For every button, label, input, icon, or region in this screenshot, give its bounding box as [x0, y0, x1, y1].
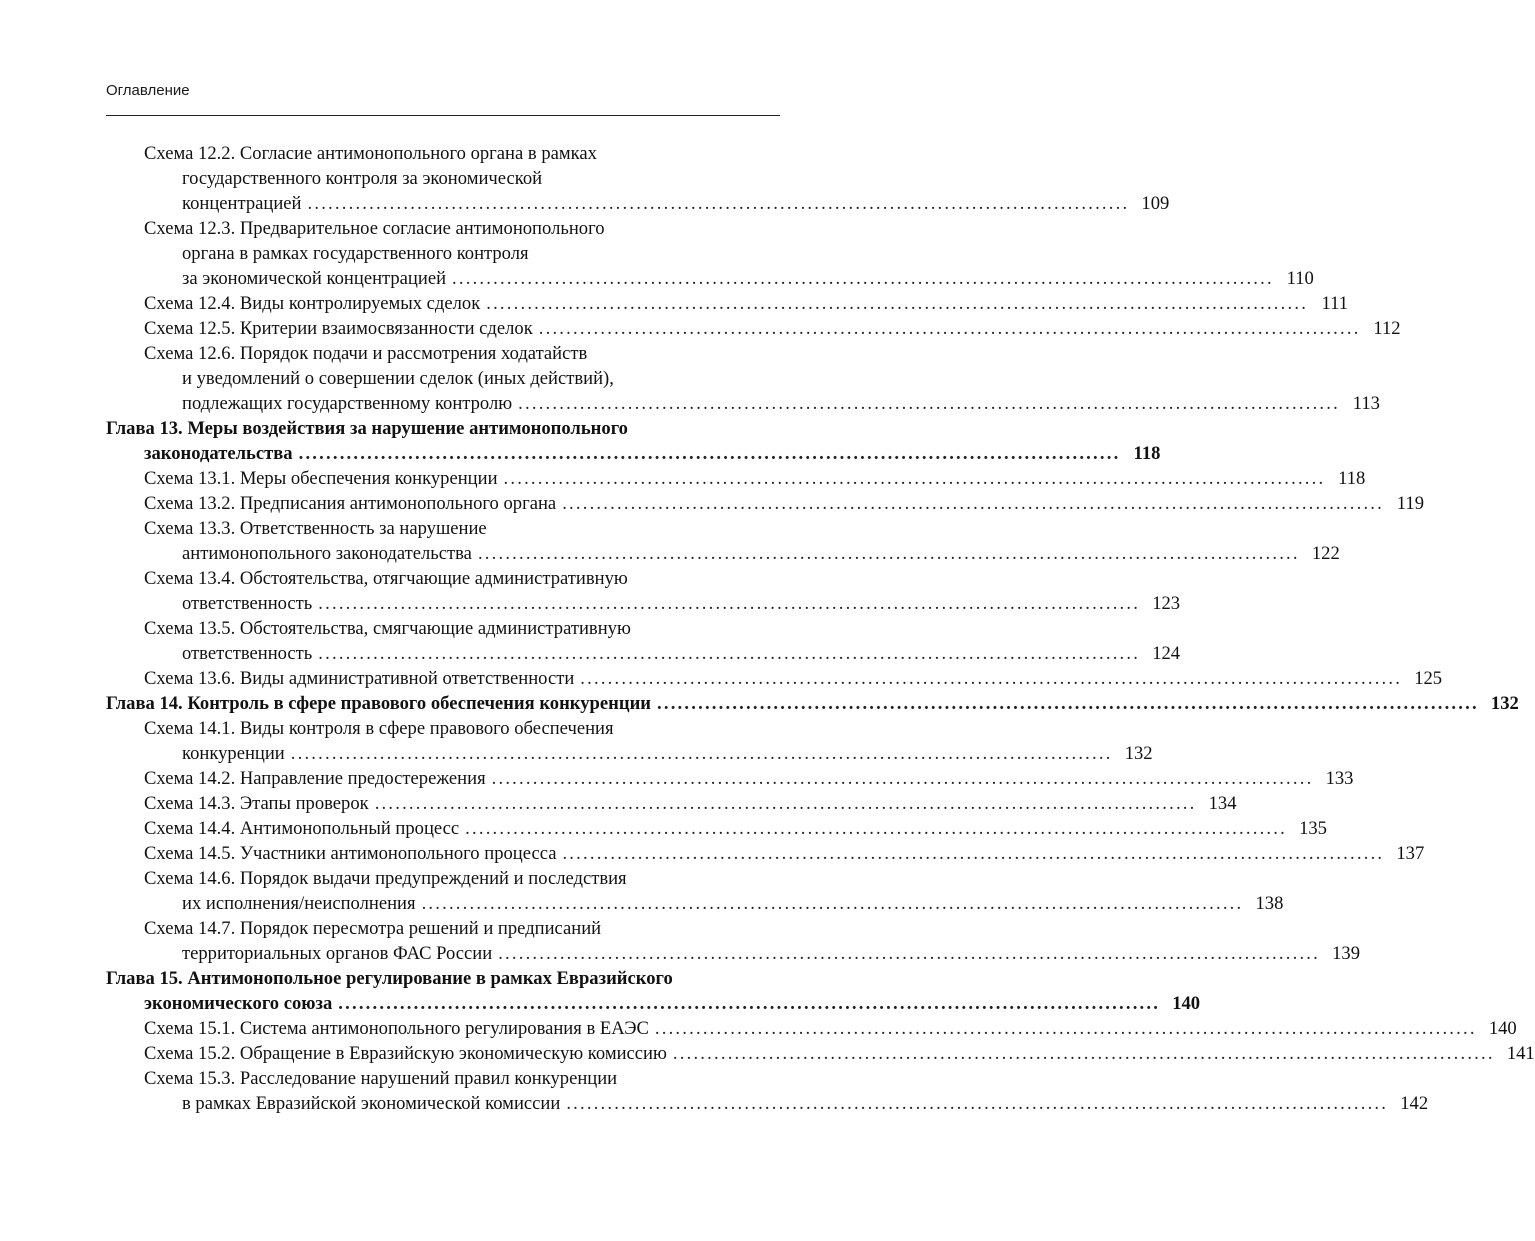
toc-entry — [182, 641, 1181, 666]
dot-leader: ........................................................................................................................ — [465, 818, 1287, 839]
toc-entry-title: ответственность — [182, 643, 313, 664]
header-rule — [106, 115, 780, 116]
toc-entry-title: Схема 14.7. Порядок пересмотра решений и предписаний — [144, 918, 602, 939]
toc-entry-title: Схема 13.1. Меры обеспечения конкуренции — [144, 468, 498, 489]
toc-entry-title: конкуренции — [182, 743, 285, 764]
toc-entry — [182, 266, 1314, 291]
dot-leader: ........................................................................................................................ — [562, 843, 1385, 864]
toc-entry-line — [144, 866, 780, 891]
toc-page-number: 119 — [1396, 493, 1424, 514]
dot-leader: ........................................................................................................................ — [477, 543, 1300, 564]
toc-page-number: 137 — [1396, 843, 1425, 864]
dot-leader: ........................................................................................................................ — [518, 393, 1340, 414]
toc-page-number: 123 — [1152, 593, 1181, 614]
toc-entry — [144, 666, 1443, 691]
toc-entry-line — [144, 516, 780, 541]
toc-entry-title: органа в рамках государственного контроля — [182, 243, 529, 264]
toc-entry — [144, 991, 1201, 1016]
toc-entry-title: Схема 15.3. Расследование нарушений правил конкуренции — [144, 1068, 618, 1089]
toc-entry — [144, 491, 1424, 516]
toc-entry — [144, 816, 1327, 841]
toc-page-number: 110 — [1286, 268, 1314, 289]
toc-entry-title: концентрацией — [182, 193, 302, 214]
dot-leader: ........................................................................................................................ — [298, 443, 1121, 464]
dot-leader: ........................................................................................................................ — [486, 293, 1309, 314]
toc-entry-title: Схема 13.5. Обстоятельства, смягчающие административную — [144, 618, 631, 639]
dot-leader: ........................................................................................................................ — [421, 893, 1244, 914]
dot-leader: ........................................................................................................................ — [491, 768, 1314, 789]
toc-page-number: 135 — [1299, 818, 1327, 839]
toc-entry — [144, 766, 1354, 791]
toc-entry-title: Схема 14.4. Антимонопольный процесс — [144, 818, 460, 839]
toc-page-number: 140 — [1488, 1018, 1517, 1039]
toc-entry-title: их исполнения/неисполнения — [182, 893, 416, 914]
toc-entry — [182, 591, 1181, 616]
toc-entry — [144, 466, 1366, 491]
toc-page-number: 142 — [1400, 1093, 1429, 1114]
toc-entry — [182, 1091, 1429, 1116]
toc-entry-title: Схема 12.6. Порядок подачи и рассмотрения ходатайств — [144, 343, 588, 364]
toc-page-number: 141 — [1506, 1043, 1535, 1064]
dot-leader: ........................................................................................................................ — [566, 1093, 1389, 1114]
toc-entry-title: Схема 13.6. Виды административной ответственности — [144, 668, 575, 689]
toc-page-number: 138 — [1255, 893, 1284, 914]
toc-entry — [144, 841, 1425, 866]
toc-entry-line — [182, 166, 780, 191]
toc-entry — [144, 791, 1237, 816]
toc-entry-title: Схема 15.2. Обращение в Евразийскую экономическую комиссию — [144, 1043, 667, 1064]
dot-leader: ........................................................................................................................ — [498, 943, 1320, 964]
toc-entry-line — [144, 141, 780, 166]
toc-entry-title: законодательства — [144, 443, 293, 464]
toc-page-number: 118 — [1133, 443, 1161, 464]
toc-entry — [182, 941, 1360, 966]
toc-page-number: 109 — [1141, 193, 1170, 214]
toc-entry-title: Схема 14.2. Направление предостережения — [144, 768, 486, 789]
toc-entry-title: Схема 12.2. Согласие антимонопольного органа в рамках — [144, 143, 597, 164]
dot-leader: ........................................................................................................................ — [318, 643, 1141, 664]
toc-entry-line — [182, 366, 780, 391]
dot-leader: ........................................................................................................................ — [580, 668, 1403, 689]
toc-entry-title: за экономической концентрацией — [182, 268, 447, 289]
toc-entry-title: Схема 12.5. Критерии взаимосвязанности сделок — [144, 318, 533, 339]
toc-entry-title: Схема 15.1. Система антимонопольного регулирования в ЕАЭС — [144, 1018, 649, 1039]
dot-leader: ........................................................................................................................ — [538, 318, 1361, 339]
toc-entry-title: Схема 14.6. Порядок выдачи предупреждений и последствия — [144, 868, 627, 889]
dot-leader: ........................................................................................................................ — [374, 793, 1197, 814]
toc-entry-line — [144, 1066, 780, 1091]
dot-leader: ........................................................................................................................ — [318, 593, 1141, 614]
toc-page-number: 124 — [1152, 643, 1181, 664]
toc-entry-title: и уведомлений о совершении сделок (иных действий), — [182, 368, 614, 389]
toc-entry — [144, 291, 1349, 316]
toc-entry — [144, 316, 1401, 341]
toc-page-number: 132 — [1490, 693, 1519, 714]
dot-leader: ........................................................................................................................ — [657, 693, 1479, 714]
toc-page-number: 118 — [1338, 468, 1366, 489]
toc-page-number: 134 — [1208, 793, 1237, 814]
toc-entry-title: территориальных органов ФАС России — [182, 943, 493, 964]
toc-entry-title: в рамках Евразийской экономической комиссии — [182, 1093, 561, 1114]
toc-entry-line — [144, 566, 780, 591]
toc-entry-title: Глава 14. Контроль в сфере правового обеспечения конкуренции — [106, 693, 651, 714]
toc-entry-title: Схема 12.4. Виды контролируемых сделок — [144, 293, 481, 314]
toc-entry — [182, 391, 1380, 416]
toc-page-number: 113 — [1352, 393, 1380, 414]
toc-entry-title: Схема 14.3. Этапы проверок — [144, 793, 369, 814]
toc-entry-line — [144, 916, 780, 941]
dot-leader: ........................................................................................................................ — [654, 1018, 1477, 1039]
toc-page-number: 139 — [1332, 943, 1360, 964]
dot-leader: ........................................................................................................................ — [290, 743, 1113, 764]
toc-entry-title: подлежащих государственному контролю — [182, 393, 513, 414]
toc-page-number: 132 — [1124, 743, 1153, 764]
toc-entry — [106, 691, 1519, 716]
toc-entry-line — [106, 416, 780, 441]
dot-leader: ........................................................................................................................ — [672, 1043, 1495, 1064]
toc-entry — [144, 441, 1161, 466]
toc-page-number: 112 — [1373, 318, 1401, 339]
toc-page-number: 140 — [1172, 993, 1201, 1014]
dot-leader: ........................................................................................................................ — [562, 493, 1384, 514]
toc-entry-title: ответственность — [182, 593, 313, 614]
toc-entry-title: Глава 13. Меры воздействия за нарушение антимонопольного — [106, 418, 628, 439]
toc-entry — [182, 741, 1153, 766]
toc-entry-title: Схема 13.4. Обстоятельства, отягчающие административную — [144, 568, 628, 589]
dot-leader: ........................................................................................................................ — [503, 468, 1326, 489]
toc-entry — [144, 1041, 1535, 1066]
toc-entry-title: Схема 14.1. Виды контроля в сфере правового обеспечения — [144, 718, 614, 739]
toc-entry-title: Схема 13.3. Ответственность за нарушение — [144, 518, 487, 539]
toc-entry-line — [144, 341, 780, 366]
toc-entry-line — [106, 966, 780, 991]
toc-entry-title: Схема 14.5. Участники антимонопольного процесса — [144, 843, 557, 864]
toc-page-number: 111 — [1321, 293, 1349, 314]
toc-entry-title: Глава 15. Антимонопольное регулирование в рамках Евразийского — [106, 968, 673, 989]
toc-page-number: 122 — [1311, 543, 1340, 564]
dot-leader: ........................................................................................................................ — [338, 993, 1161, 1014]
toc-entry — [144, 1016, 1517, 1041]
toc-entry-title: антимонопольного законодательства — [182, 543, 472, 564]
dot-leader: ........................................................................................................................ — [307, 193, 1130, 214]
toc-page-number: 133 — [1325, 768, 1354, 789]
dot-leader: ........................................................................................................................ — [452, 268, 1274, 289]
toc-entry-line — [144, 616, 780, 641]
toc-entry-line — [182, 241, 780, 266]
toc-entry — [182, 191, 1170, 216]
table-of-contents — [106, 141, 1535, 1116]
toc-entry-line — [144, 216, 780, 241]
toc-page-number: 125 — [1414, 668, 1443, 689]
toc-entry-title: Схема 13.2. Предписания антимонопольного органа — [144, 493, 557, 514]
toc-entry — [182, 541, 1340, 566]
toc-entry-title: государственного контроля за экономической — [182, 168, 543, 189]
toc-entry — [182, 891, 1284, 916]
toc-entry-title: Схема 12.3. Предварительное согласие антимонопольного — [144, 218, 605, 239]
toc-entry-title: экономического союза — [144, 993, 333, 1014]
toc-entry-line — [144, 716, 780, 741]
running-title: Оглавление — [106, 82, 190, 99]
